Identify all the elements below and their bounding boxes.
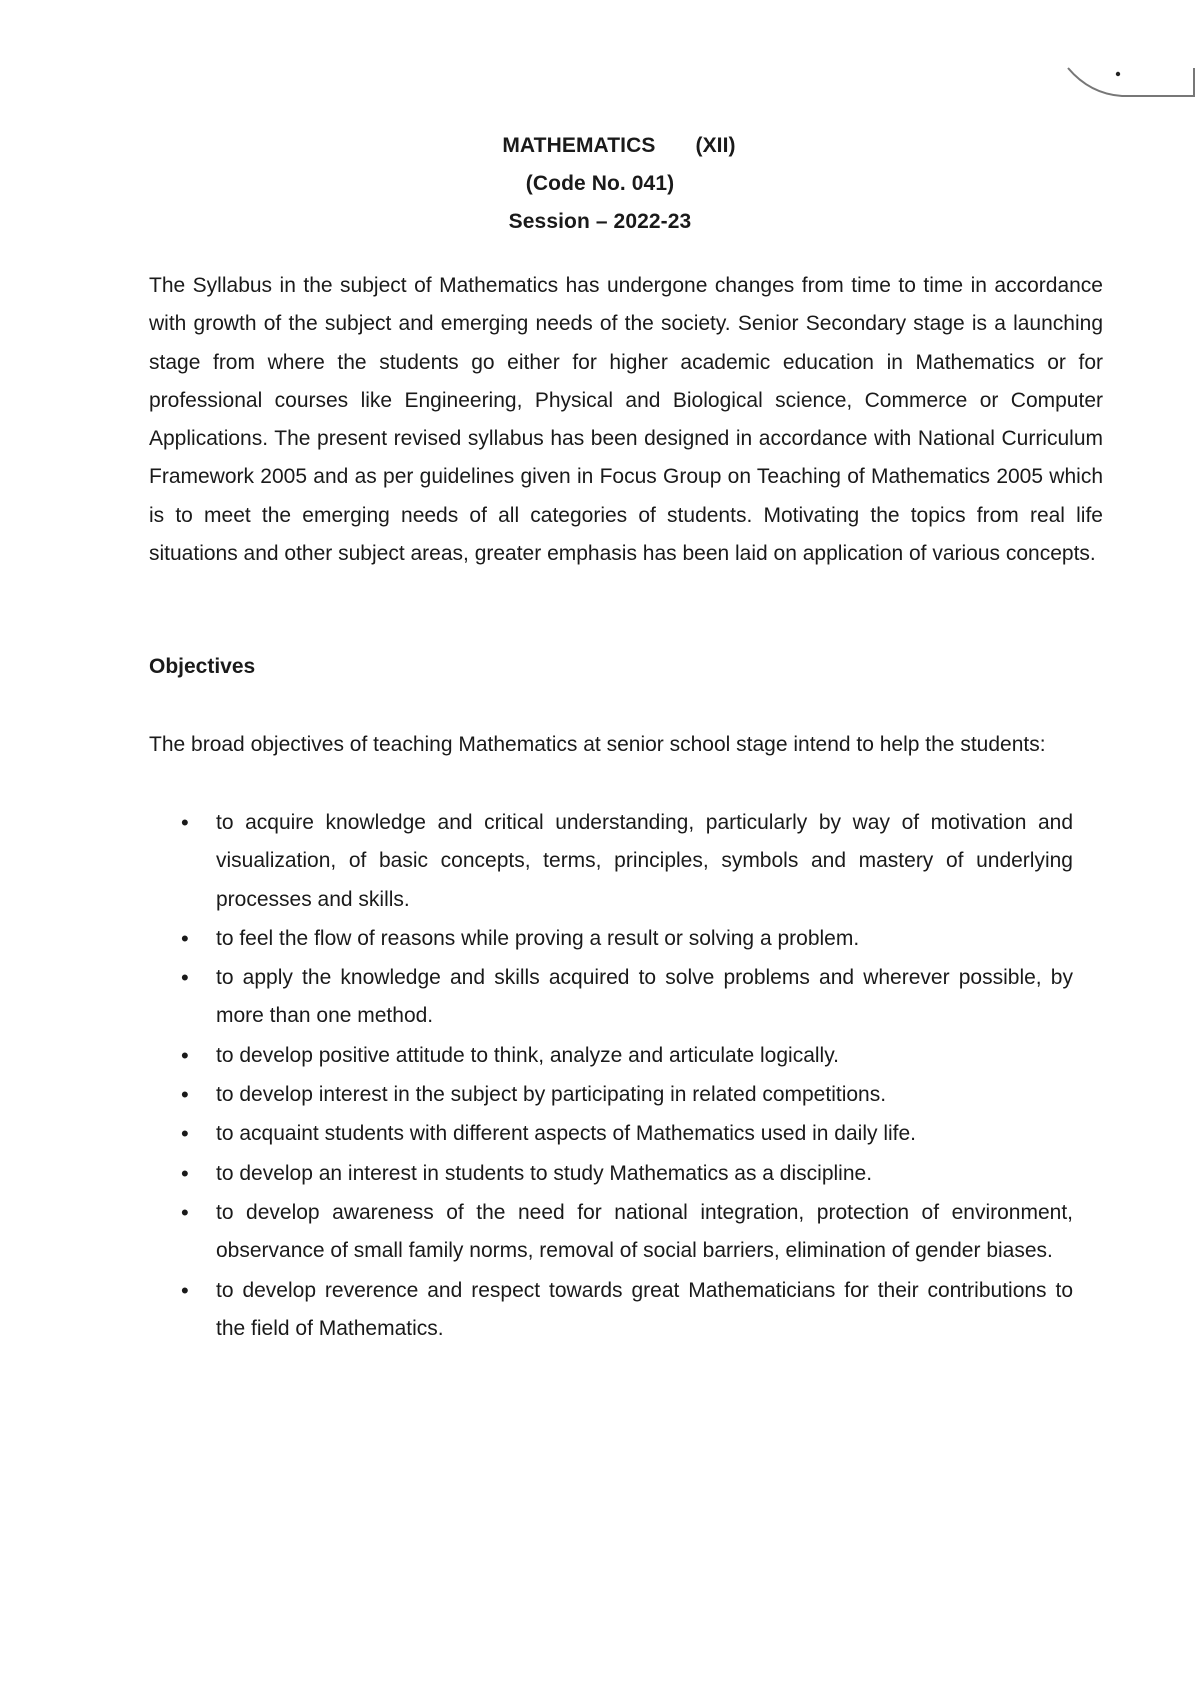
objective-text: to develop positive attitude to think, analyze and articulate logically. bbox=[216, 1043, 839, 1067]
bullet-icon: • bbox=[181, 965, 189, 991]
page-corner-curl-mark bbox=[1062, 62, 1200, 112]
subject-code: (Code No. 041) bbox=[525, 172, 675, 195]
objective-text: to acquire knowledge and critical understanding, particularly by way of motivation and visualization, of basic concepts, terms, principles, symbols and mastery of underlying processes and skills. bbox=[216, 811, 1073, 911]
objective-item bbox=[149, 1076, 1073, 1114]
bullet-icon: • bbox=[181, 925, 189, 951]
objective-text: to feel the flow of reasons while proving a result or solving a problem. bbox=[216, 926, 860, 950]
objectives-heading: Objectives bbox=[149, 655, 256, 678]
objective-item bbox=[149, 804, 1073, 919]
bullet-icon: • bbox=[181, 1082, 189, 1108]
objective-item bbox=[149, 1115, 1073, 1153]
objective-item bbox=[149, 1037, 1073, 1075]
objective-text: to develop reverence and respect towards great Mathematicians for their contributions to the field of Mathematics. bbox=[216, 1278, 1073, 1340]
subject-title: MATHEMATICS bbox=[502, 134, 656, 157]
bullet-icon: • bbox=[181, 1277, 189, 1303]
objective-item bbox=[149, 920, 1073, 958]
intro-paragraph: The Syllabus in the subject of Mathematics has undergone changes from time to time in accordance with growth of the subject and emerging needs of the society. Senior Secondary stage is a launching stage from where the students go either for higher academic education in Mathematics or for professional courses like Engineering, Physical and Biological science, Commerce or Computer Applications. The present revised syllabus has been designed in accordance with National Curriculum Framework 2005 and as per guidelines given in Focus Group on Teaching of Mathematics 2005 which is to meet the emerging needs of all categories of students. Motivating the topics from real life situations and other subject areas, greater emphasis has been laid on application of various concepts. bbox=[149, 274, 1103, 566]
class-label: (XII) bbox=[695, 134, 736, 157]
bullet-icon: • bbox=[181, 1199, 189, 1225]
objective-item bbox=[149, 1194, 1073, 1271]
objective-item bbox=[149, 1155, 1073, 1193]
objective-item bbox=[149, 1272, 1073, 1349]
objectives-lead: The broad objectives of teaching Mathematics at senior school stage intend to help the students: bbox=[149, 733, 1046, 756]
document-title bbox=[0, 127, 1200, 165]
objective-text: to develop an interest in students to study Mathematics as a discipline. bbox=[216, 1161, 873, 1185]
document-header bbox=[0, 127, 1200, 241]
bullet-icon: • bbox=[181, 1042, 189, 1068]
bullet-icon: • bbox=[181, 1160, 189, 1186]
objective-text: to acquaint students with different aspects of Mathematics used in daily life. bbox=[216, 1122, 916, 1146]
objective-item bbox=[149, 959, 1073, 1036]
bullet-icon: • bbox=[181, 1121, 189, 1147]
session-label: Session – 2022-23 bbox=[508, 210, 692, 233]
objectives-list bbox=[149, 804, 1073, 1349]
bullet-icon: • bbox=[181, 810, 189, 835]
objective-text: to develop interest in the subject by participating in related competitions. bbox=[216, 1083, 887, 1107]
objective-text: to apply the knowledge and skills acquired to solve problems and wherever possible, by more than one method. bbox=[216, 966, 1073, 1028]
objective-text: to develop awareness of the need for national integration, protection of environment, observance of small family norms, removal of social barriers, elimination of gender biases. bbox=[216, 1200, 1073, 1263]
